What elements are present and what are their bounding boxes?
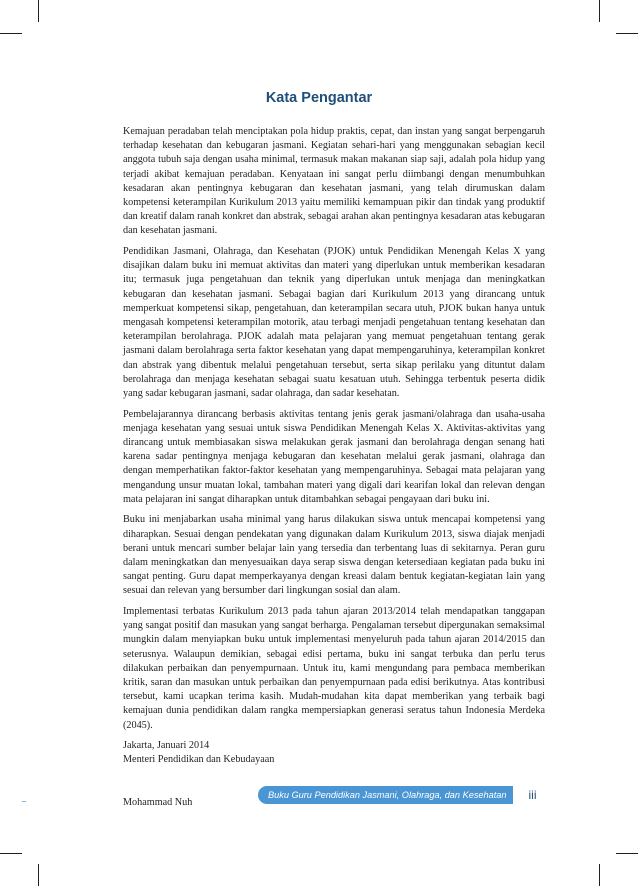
paragraph-3: Pembelajarannya dirancang berbasis aktivitas tentang jenis gerak jasmani/olahraga dan usaha-usaha menjaga kesehatan yang sesuai untuk siswa Pendidikan Menengah Kelas X. Aktivitas-aktivitas yang dirancang untuk membiasakan siswa melakukan gerak jasmani dan berolahraga dengan senang hati karena sadar pentingnya menjaga kebugaran dan kesehatan melalui gerak jasmani, olahraga dan dengan memperhatikan faktor-faktor kesehatan yang mempengaruhinya. Sebagai mata pelajaran yang mengandung unsur muatan lokal, tambahan materi yang digali dari kearifan lokal dan relevan dengan mata pelajaran ini sangat diharapkan untuk ditambahkan sebagai pengayaan dari buku ini. bbox=[123, 408, 545, 505]
crop-mark-bottom-right-v bbox=[599, 864, 600, 886]
page-number: iii bbox=[528, 788, 537, 802]
crop-mark-top-left-v bbox=[38, 0, 39, 22]
crop-mark-top-right-h bbox=[616, 33, 638, 34]
signature-position: Menteri Pendidikan dan Kebudayaan bbox=[123, 754, 275, 766]
signature-place-date: Jakarta, Januari 2014 bbox=[123, 740, 210, 752]
paragraph-5: Implementasi terbatas Kurikulum 2013 pada tahun ajaran 2013/2014 telah mendapatkan tanggapan yang sangat positif dan masukan yang sangat berharga. Pengalaman tersebut dipergunakan semaksimal mungkin dalam menyiapkan buku untuk implementasi menyeluruh pada tahun ajaran 2014/2015 dan seterusnya. Walaupun demikian, sebagai edisi pertama, buku ini sangat terbuka dan perlu terus dilakukan perbaikan dan penyempurnaan. Untuk itu, kami mengundang para pembaca memberikan kritik, saran dan masukan untuk perbaikan dan penyempurnaan pada edisi berikutnya. Atas kontribusi tersebut, kami ucapkan terima kasih. Mudah-mudahan kita dapat memberikan yang terbaik bagi kemajuan dunia pendidikan dalam rangka mempersiapkan generasi seratus tahun Indonesia Merdeka (2045). bbox=[123, 606, 545, 731]
footer-book-title: Buku Guru Pendidikan Jasmani, Olahraga, dan Kesehatan bbox=[268, 790, 507, 800]
document-body bbox=[123, 125, 545, 816]
footer-left-rule bbox=[22, 801, 26, 802]
page-title: Kata Pengantar bbox=[265, 90, 373, 106]
crop-mark-top-right-v bbox=[599, 0, 600, 22]
crop-mark-bottom-right-h bbox=[616, 853, 638, 854]
paragraph-2: Pendidikan Jasmani, Olahraga, dan Kesehatan (PJOK) untuk Pendidikan Menengah Kelas X yang disajikan dalam buku ini memuat aktivitas dan materi yang diperlukan untuk memberikan kesadaran itu; termasuk juga pengetahuan dan teknik yang diperlukan untuk menjaga dan meningkatkan kebugaran dan kesehatan jasmani. Sebagai bagian dari Kurikulum 2013 yang dirancang untuk memperkuat kompetensi sikap, pengetahuan, dan keterampilan secara utuh, PJOK bukan hanya untuk mengasah kompetensi keterampilan motorik, atau terbagi menjadi pengetahuan tentang kesehatan dan keterampilan berolahraga. PJOK adalah mata pelajaran yang memuat pengetahuan tentang gerak jasmani dalam berolahraga serta faktor kesehatan yang dapat mempengaruhinya, keterampilan konkret dan abstrak yang dibentuk melalui pengetahuan tersebut, serta sikap perilaku yang dituntut dalam berolahraga dan menjaga kesehatan sebagai suatu kesatuan utuh. Sehingga terbentuk peserta didik yang sadar kebugaran jasmani, sadar olahraga, dan sadar kesehatan. bbox=[123, 246, 545, 400]
crop-mark-bottom-left-h bbox=[0, 853, 22, 854]
paragraph-4: Buku ini menjabarkan usaha minimal yang harus dilakukan siswa untuk mencapai kompetensi yang diharapkan. Sesuai dengan pendekatan yang digunakan dalam Kurikulum 2013, siswa diajak menjadi berani untuk mencari sumber belajar lain yang tersedia dan terbentang luas di sekitarnya. Peran guru dalam meningkatkan dan menyesuaikan daya serap siswa dengan ketersediaan kegiatan pada buku ini sangat penting. Guru dapat memperkayanya dengan kreasi dalam bentuk kegiatan-kegiatan lain yang sesuai dan relevan yang bersumber dari lingkungan sosial dan alam. bbox=[123, 514, 545, 597]
crop-mark-top-left-h bbox=[0, 33, 22, 34]
paragraph-1: Kemajuan peradaban telah menciptakan pola hidup praktis, cepat, dan instan yang sangat berpengaruh terhadap kesehatan dan kebugaran jasmani. Kegiatan sehari-hari yang menggunakan sebagian kecil anggota tubuh saja dengan usaha minimal, termasuk makan makanan siap saji, adalah pola hidup yang terjadi akibat kemajuan peradaban. Kenyataan ini sangat perlu diimbangi dengan menumbuhkan kesadaran akan pentingnya kebugaran dan kesehatan jasmani, yang telah dirumuskan dalam kompetensi keterampilan Kurikulum 2013 yaitu memiliki kemampuan pikir dan tindak yang produktif dan kreatif dalam ranah konkret dan abstrak, sebagai arahan akan pentingnya kesadaran atas kebugaran dan kesehatan jasmani. bbox=[123, 126, 545, 237]
signature-block bbox=[123, 739, 545, 767]
crop-mark-bottom-left-v bbox=[38, 864, 39, 886]
signature-name: Mohammad Nuh bbox=[123, 796, 193, 808]
